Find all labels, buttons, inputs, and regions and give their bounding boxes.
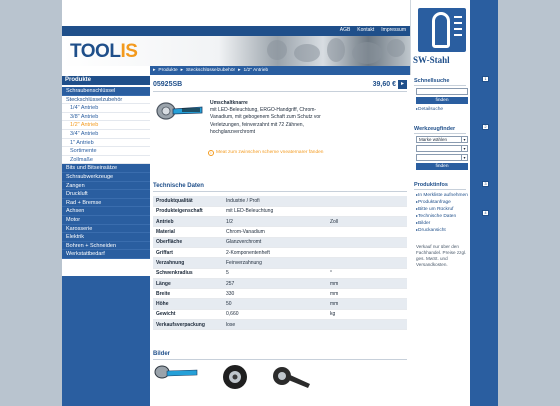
spec-unit	[327, 247, 407, 257]
spec-value: 257	[223, 278, 327, 288]
quick-search-input[interactable]	[416, 88, 468, 95]
collapse-extra-button[interactable]: 4	[482, 210, 489, 216]
spec-unit: kg	[327, 309, 407, 319]
chevron-down-icon: ▾	[461, 137, 467, 142]
impressum-link[interactable]: Impressum	[381, 27, 406, 33]
quick-search-heading: Schnellsuche	[414, 78, 466, 86]
sw-stahl-text: SW-Stahl	[413, 55, 450, 65]
callback-link[interactable]: ▸ Bitte um Rückruf	[416, 206, 453, 212]
spec-row	[153, 196, 407, 206]
spec-key: Gewicht	[153, 309, 223, 319]
spec-row	[153, 278, 407, 288]
collapse-finder-button[interactable]: 2	[482, 124, 489, 130]
spec-unit: Zoll	[327, 217, 407, 227]
spec-row	[153, 309, 407, 319]
thumbnail-3[interactable]	[270, 362, 310, 392]
tech-data-link[interactable]: ▸ Technische Daten	[416, 213, 456, 219]
spec-value: lose	[223, 320, 327, 330]
breadcrumb-arrow-icon: ▸	[238, 68, 241, 73]
right-column	[410, 75, 470, 406]
sidebar-item[interactable]: Elektrik	[62, 233, 150, 242]
desc-line: Verletzungen, feinverzahnt mit 72 Zähnen,	[210, 121, 304, 128]
spec-key: Oberfläche	[153, 237, 223, 247]
spec-value: Industrie / Profi	[223, 196, 327, 206]
wrench-icon	[432, 12, 450, 48]
specs-heading: Technische Daten	[153, 183, 204, 189]
agb-link[interactable]: AGB	[339, 27, 351, 33]
spec-value: mit LED-Beleuchtung	[223, 206, 327, 216]
spec-row	[153, 247, 407, 257]
sidebar-item[interactable]: Steckschlüsselzubehör	[62, 96, 150, 105]
spec-key: Griffart	[153, 247, 223, 257]
thumbnail-1[interactable]	[153, 362, 199, 392]
specs-table	[153, 196, 407, 330]
sidebar-item[interactable]: 3/8" Antrieb	[62, 113, 150, 122]
logo-part-2: IS	[120, 41, 138, 62]
product-number: 05925SB	[153, 81, 183, 88]
sidebar-item[interactable]: Werkstattbedarf	[62, 250, 150, 259]
spec-unit: °	[327, 268, 407, 278]
sw-stahl-logo[interactable]	[418, 8, 466, 52]
notice-text: Meat zum zwinschen scheme vneaternarer fänden	[216, 150, 324, 155]
spec-key: Breite	[153, 289, 223, 299]
breadcrumb-item[interactable]: 1/2" Antrieb	[243, 68, 269, 73]
sales-footnote: Verkauf nur über den Fachhandel. Preise zzgl. ges. MwSt. und Versandkosten.	[416, 244, 467, 267]
sidebar-item[interactable]: Bohren + Schneiden	[62, 242, 150, 251]
breadcrumb-arrow-icon: ▸	[180, 68, 184, 73]
spec-row	[153, 258, 407, 268]
spec-value: 2-Komponentenheft	[223, 247, 327, 257]
product-title: Umschaltknarre	[210, 100, 248, 106]
collapse-search-button[interactable]: 1	[482, 76, 489, 82]
brand-select[interactable]	[416, 136, 468, 143]
sidebar-item[interactable]: 3/4" Antrieb	[62, 130, 150, 139]
sidebar-item[interactable]: Achsen	[62, 207, 150, 216]
sidebar-item[interactable]: Schraubenschlüssel	[62, 87, 150, 96]
print-view-link[interactable]: ▸ Druckansicht	[416, 227, 446, 233]
sidebar-item[interactable]: Rad + Bremse	[62, 199, 150, 208]
spec-key: Antrieb	[153, 217, 223, 227]
spec-unit: mm	[327, 289, 407, 299]
spec-row	[153, 237, 407, 247]
spec-unit	[327, 196, 407, 206]
spec-value: Feinverzahnung	[223, 258, 327, 268]
spec-row	[153, 299, 407, 309]
breadcrumb-arrow-icon: ▸	[153, 68, 156, 73]
spec-key: Länge	[153, 278, 223, 288]
nav-heading: Produkte	[62, 76, 150, 85]
product-inquiry-link[interactable]: ▸ Produktanfrage	[416, 199, 451, 205]
collapse-productinfo-button[interactable]: 3	[482, 181, 489, 187]
spec-value: 330	[223, 289, 327, 299]
spec-key: Höhe	[153, 299, 223, 309]
tool-finder-heading: Werkzeugfinder	[414, 126, 466, 134]
desc-line: hochglanzverchromt	[210, 128, 256, 135]
type-select[interactable]	[416, 154, 468, 161]
product-price: 39,60 €	[372, 81, 396, 88]
spec-row	[153, 320, 407, 330]
spec-unit	[327, 206, 407, 216]
breadcrumb	[150, 66, 410, 75]
images-heading: Bilder	[153, 351, 171, 357]
sidebar-filler	[62, 276, 150, 406]
spec-value: Glanzverchromt	[223, 237, 327, 247]
product-info-heading: Produktinfos	[414, 182, 466, 190]
detail-search-link[interactable]: ▸ Detailsuche	[416, 106, 443, 112]
desc-line: Vanadium, mit gebogenem Schaft zum Schutz vor	[210, 114, 321, 121]
sidebar-item[interactable]: 1/4" Antrieb	[62, 104, 150, 113]
sidebar-item[interactable]: Sortimente	[62, 147, 150, 156]
product-description	[210, 100, 350, 136]
spec-key: Produktqualität	[153, 196, 223, 206]
product-image[interactable]	[156, 97, 204, 127]
cart-icon[interactable]: ▸	[398, 80, 407, 89]
spec-unit	[327, 320, 407, 330]
model-select[interactable]	[416, 145, 468, 152]
spec-row	[153, 289, 407, 299]
spec-unit: mm	[327, 278, 407, 288]
spec-key: Verzahnung	[153, 258, 223, 268]
thumbnail-2[interactable]	[206, 362, 264, 392]
spec-value: Chrom-Vanadium	[223, 227, 327, 237]
spec-unit	[327, 258, 407, 268]
breadcrumb-item[interactable]: Produkte	[158, 68, 178, 73]
spec-row	[153, 227, 407, 237]
sidebar-item[interactable]: 1/2" Antrieb	[62, 121, 150, 130]
sidebar-item[interactable]: Schraubwerkzeuge	[62, 173, 150, 182]
logo-part-1: TOOL	[70, 41, 121, 62]
watchlist-link[interactable]: ▸ In Merkliste aufnehmen	[416, 192, 468, 198]
toolis-logo[interactable]	[70, 41, 137, 63]
kontakt-link[interactable]: Kontakt	[357, 27, 375, 33]
sidebar-nav	[62, 87, 150, 259]
spec-key: Verkaufsverpackung	[153, 320, 223, 330]
desc-line: mit LED-Beleuchtung, ERGO-Handgriff, Chrom-	[210, 107, 317, 114]
spec-row	[153, 268, 407, 278]
spec-value: 5	[223, 268, 327, 278]
top-bar	[62, 26, 410, 36]
sidebar-item[interactable]: Karosserie	[62, 225, 150, 234]
spec-unit: mm	[327, 299, 407, 309]
breadcrumb-item[interactable]: Steckschlüsselzubehör	[186, 68, 236, 73]
spec-key: Produkteigenschaft	[153, 206, 223, 216]
quick-search-button[interactable]: finden	[416, 97, 468, 104]
spec-unit	[327, 227, 407, 237]
right-blue-strip	[470, 0, 498, 406]
sidebar-item[interactable]: Zangen	[62, 182, 150, 191]
spec-row	[153, 217, 407, 227]
chevron-down-icon: ▾	[461, 155, 467, 160]
spec-value: 50	[223, 299, 327, 309]
spec-value: 0,660	[223, 309, 327, 319]
main-content	[150, 75, 410, 406]
sidebar-item[interactable]: Zollmaße	[62, 156, 150, 165]
sidebar-item[interactable]: Motor	[62, 216, 150, 225]
brand-select-value: Marke wählen	[419, 137, 448, 142]
chevron-down-icon: ▾	[461, 146, 467, 151]
notice-link[interactable]	[208, 150, 328, 156]
spec-row	[153, 206, 407, 216]
sidebar-item[interactable]: Bits und Bitseinsätze	[62, 164, 150, 173]
sidebar-item[interactable]: Druckluft	[62, 190, 150, 199]
spec-unit	[327, 237, 407, 247]
images-link[interactable]: ▸ Bilder	[416, 220, 430, 226]
spec-key: Schwenkradius	[153, 268, 223, 278]
spec-key: Material	[153, 227, 223, 237]
tool-finder-button[interactable]: finden	[416, 163, 468, 170]
sidebar-item[interactable]: 1" Antrieb	[62, 139, 150, 148]
spec-value: 1/2	[223, 217, 327, 227]
info-icon: i	[208, 150, 214, 156]
